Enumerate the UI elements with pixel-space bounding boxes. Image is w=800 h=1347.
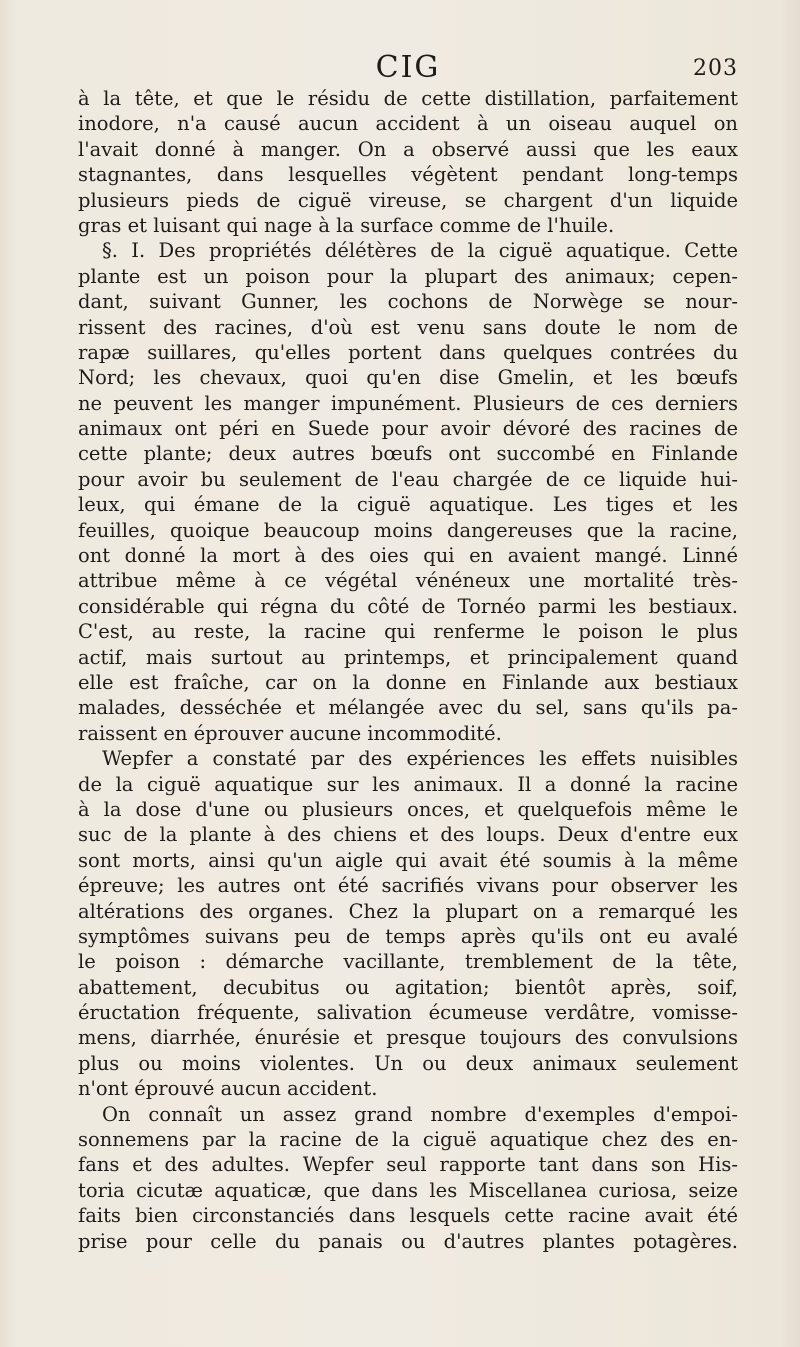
text-line: abattement, decubitus ou agitation; bientôt après, soif,: [78, 975, 738, 999]
text-line: rissent des racines, d'où est venu sans doute le nom de: [78, 315, 738, 339]
text-line: plante est un poison pour la plupart des animaux; cepen-: [78, 264, 738, 288]
text-line: de la ciguë aquatique sur les animaux. Il a donné la racine: [78, 772, 738, 796]
text-line: raissent en éprouver aucune incommodité.: [78, 721, 502, 745]
text-line: On connaît un assez grand nombre d'exemples d'empoi-: [102, 1102, 738, 1126]
text-line: mens, diarrhée, énurésie et presque toujours des convulsions: [78, 1026, 738, 1050]
text-line: fans et des adultes. Wepfer seul rapporte tant dans son His-: [78, 1153, 738, 1177]
text-line: symptômes suivans peu de temps après qu'ils ont eu avalé: [78, 924, 738, 948]
text-line: leux, qui émane de la ciguë aquatique. Les tiges et les: [78, 493, 738, 517]
text-line: sont morts, ainsi qu'un aigle qui avait été soumis à la même: [78, 848, 738, 872]
text-line: animaux ont péri en Suede pour avoir dévoré des racines de: [78, 417, 738, 441]
text-line: ont donné la mort à des oies qui en avaient mangé. Linné: [78, 544, 738, 568]
text-line: épreuve; les autres ont été sacrifiés vivans pour observer les: [78, 874, 738, 898]
text-line: elle est fraîche, car on la donne en Finlande aux bestiaux: [78, 670, 738, 694]
text-line: à la tête, et que le résidu de cette distillation, parfaitement: [78, 87, 738, 110]
text-line: attribue même à ce végétal vénéneux une mortalité très-: [78, 569, 738, 593]
text-line: considérable qui régna du côté de Tornéo parmi les bestiaux.: [78, 594, 738, 618]
text-line: stagnantes, dans lesquelles végètent pendant long-temps: [78, 163, 738, 187]
text-line: rapæ suillares, qu'elles portent dans quelques contrées du: [78, 340, 738, 364]
text-line: Wepfer a constaté par des expériences les effets nuisibles: [102, 747, 738, 771]
text-line: prise pour celle du panais ou d'autres plantes potagères.: [78, 1229, 738, 1253]
page-number: 203: [693, 56, 738, 81]
text-line: Nord; les chevaux, quoi qu'en dise Gmelin, et les bœufs: [78, 366, 738, 390]
text-line: l'avait donné à manger. On a observé aussi que les eaux: [78, 137, 738, 161]
text-line: éructation fréquente, salivation écumeuse verdâtre, vomisse-: [78, 1001, 738, 1025]
text-line: gras et luisant qui nage à la surface comme de l'huile.: [78, 213, 615, 237]
text-line: ne peuvent les manger impunément. Plusieurs de ces derniers: [78, 391, 738, 415]
text-line: §. I. Des propriétés délétères de la ciguë aquatique. Cette: [102, 239, 738, 263]
text-line: à la dose d'une ou plusieurs onces, et quelquefois même le: [78, 797, 738, 821]
text-line: toria cicutæ aquaticæ, que dans les Miscellanea curiosa, seize: [78, 1178, 738, 1202]
text-line: n'ont éprouvé aucun accident.: [78, 1077, 378, 1101]
text-line: cette plante; deux autres bœufs ont succombé en Finlande: [78, 442, 738, 466]
text-line: feuilles, quoique beaucoup moins dangereuses que la racine,: [78, 518, 738, 542]
text-line: actif, mais surtout au printemps, et principalement quand: [78, 645, 738, 669]
text-line: pour avoir bu seulement de l'eau chargée de ce liquide hui-: [78, 467, 738, 491]
page-header: [78, 50, 738, 86]
text-line: inodore, n'a causé aucun accident à un oiseau auquel on: [78, 112, 738, 136]
text-line: sonnemens par la racine de la ciguë aquatique chez des en-: [78, 1128, 738, 1152]
text-line: plusieurs pieds de ciguë vireuse, se chargent d'un liquide: [78, 188, 738, 212]
text-line: faits bien circonstanciés dans lesquels cette racine avait été: [78, 1204, 738, 1228]
text-line: plus ou moins violentes. Un ou deux animaux seulement: [78, 1051, 738, 1075]
running-head: CIG: [375, 50, 441, 85]
text-line: suc de la plante à des chiens et des loups. Deux d'entre eux: [78, 823, 738, 847]
text-line: C'est, au reste, la racine qui renferme le poison le plus: [78, 620, 738, 644]
text-line: dant, suivant Gunner, les cochons de Norwège se nour-: [78, 290, 738, 314]
text-line: malades, desséchée et mélangée avec du sel, sans qu'ils pa-: [78, 696, 738, 720]
body-text: [78, 86, 738, 1254]
text-line: altérations des organes. Chez la plupart on a remarqué les: [78, 899, 738, 923]
text-line: le poison : démarche vacillante, tremblement de la tête,: [78, 950, 738, 974]
